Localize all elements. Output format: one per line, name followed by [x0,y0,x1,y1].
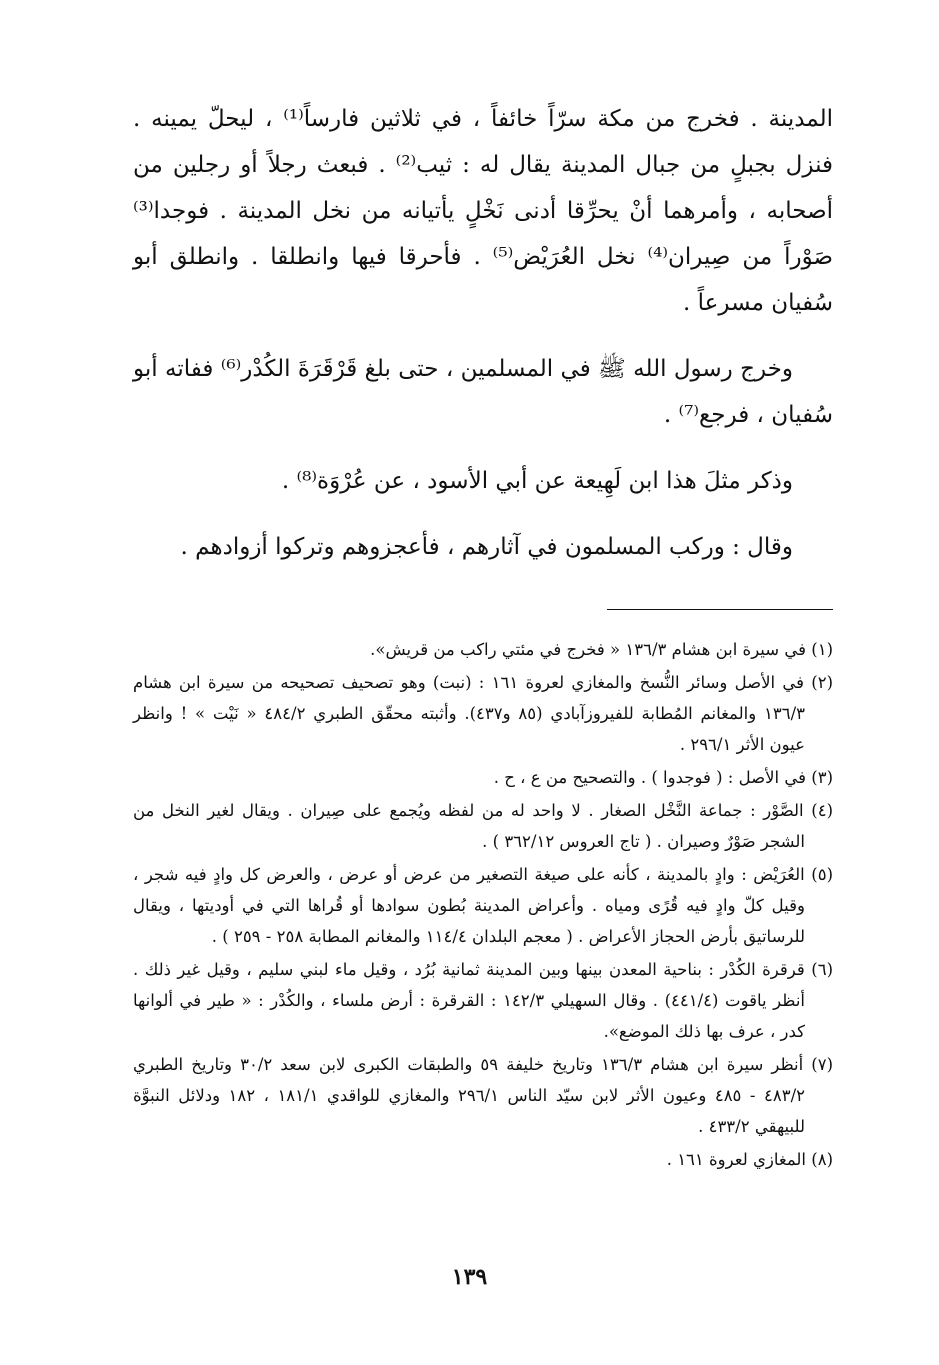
paragraph-2: وخرج رسول الله ﷺ في المسلمين ، حتى بلغ قَرْقَرَةَ الكُدْر⁽⁶⁾ ففاته أبو سُفيان ، فرجع⁽⁷⁾ . [133,356,833,428]
footnote-3: (٣) في الأصل : ( فوجدوا ) . والتصحيح من ع ، ح . [493,768,833,787]
paragraph-4: وقال : وركب المسلمون في آثارهم ، فأعجزوهم وتركوا أزوادهم . [180,534,793,560]
footnote-7: (٧) أنظر سيرة ابن هشام ١٣٦/٣ وتاريخ خليفة ٥٩ والطبقات الكبرى لابن سعد ٣٠/٢ وتاريخ الطبري ٤٨٣/٢ - ٤٨٥ وعيون الأثر لابن سيّد الناس ٢٩٦/١ والمغازي للواقدي ١٨١/١ ، ١٨٢ ودلائل النبوَّة للبيهقي ٤٣٣/٢ . [133,1055,833,1136]
footnotes [133,634,833,1177]
footnote-8: (٨) المغازي لعروة ١٦١ . [666,1150,833,1169]
footnote-4: (٤) الصَّوْر : جماعة النَّخْل الصغار . لا واحد له من لفظه ويُجمع على صِيران . ويقال لغير النخل من الشجر صَوْرٌ وصيران . ( تاج العروس ٣٦٢/١٢ ) . [133,801,833,851]
footnote-6: (٦) قرقرة الكُدْر : بناحية المعدن بينها وبين المدينة ثمانية بُرُد ، وقيل ماء لبني سليم ، وقيل غير ذلك . أنظر ياقوت (٤٤١/٤) . وقال السهيلي ١٤٢/٣ : القرقرة : أرض ملساء ، والكُدْر : « طير في ألوانها كدر ، عرف بها ذلك الموضع». [133,960,833,1041]
footnote-2: (٢) في الأصل وسائر النُّسخ والمغازي لعروة ١٦١ : (نبت) وهو تصحيف تصحيحه من سيرة ابن هشام ١٣٦/٣ والمغانم المُطابة للفيروزآبادي (٨٥ و٤٣٧). وأثبته محقّق الطبري ٤٨٤/٢ « نَيْت » ! وانظر عيون الأثر ٢٩٦/١ . [133,673,833,754]
footnote-separator [607,609,833,610]
footnote-1: (١) في سيرة ابن هشام ١٣٦/٣ « فخرج في مئتي راكب من قريش». [370,640,833,659]
paragraph-3: وذكر مثلَ هذا ابن لَهِيعة عن أبي الأسود ، عن عُرْوَة⁽⁸⁾ . [281,468,793,494]
paragraph-1: المدينة . فخرج من مكة سرّاً خائفاً ، في ثلاثين فارساً⁽¹⁾ ، ليحلّ يمينه . فنزل بجبلٍ من جبال المدينة يقال له : ثيب⁽²⁾ . فبعث رجلاً أو رجلين من أصحابه ، وأمرهما أنْ يحرِّقا أدنى نَخْلٍ يأتيانه من نخل المدينة . فوجدا⁽³⁾ صَوْراً من صِيران⁽⁴⁾ نخل العُرَيْض⁽⁵⁾ . فأحرقا فيها وانطلقا . وانطلق أبو سُفيان مسرعاً . [133,106,834,316]
footnote-5: (٥) العُرَيْض : وادٍ بالمدينة ، كأنه على صيغة التصغير من عرض أو عرض ، والعرض كل وادٍ فيه شجر ، وقيل كلّ وادٍ فيه قُرًى ومياه . وأعراض المدينة بُطون سوادها أو قُراها التي في أوديتها ، ويقال للرساتيق بأرض الحجاز الأعراض . ( معجم البلدان ١١٤/٤ والمغانم المطابة ٢٥٨ - ٢٥٩ ) . [133,865,833,946]
main-text [133,96,833,570]
page-number: ١٣٩ [451,1264,488,1290]
